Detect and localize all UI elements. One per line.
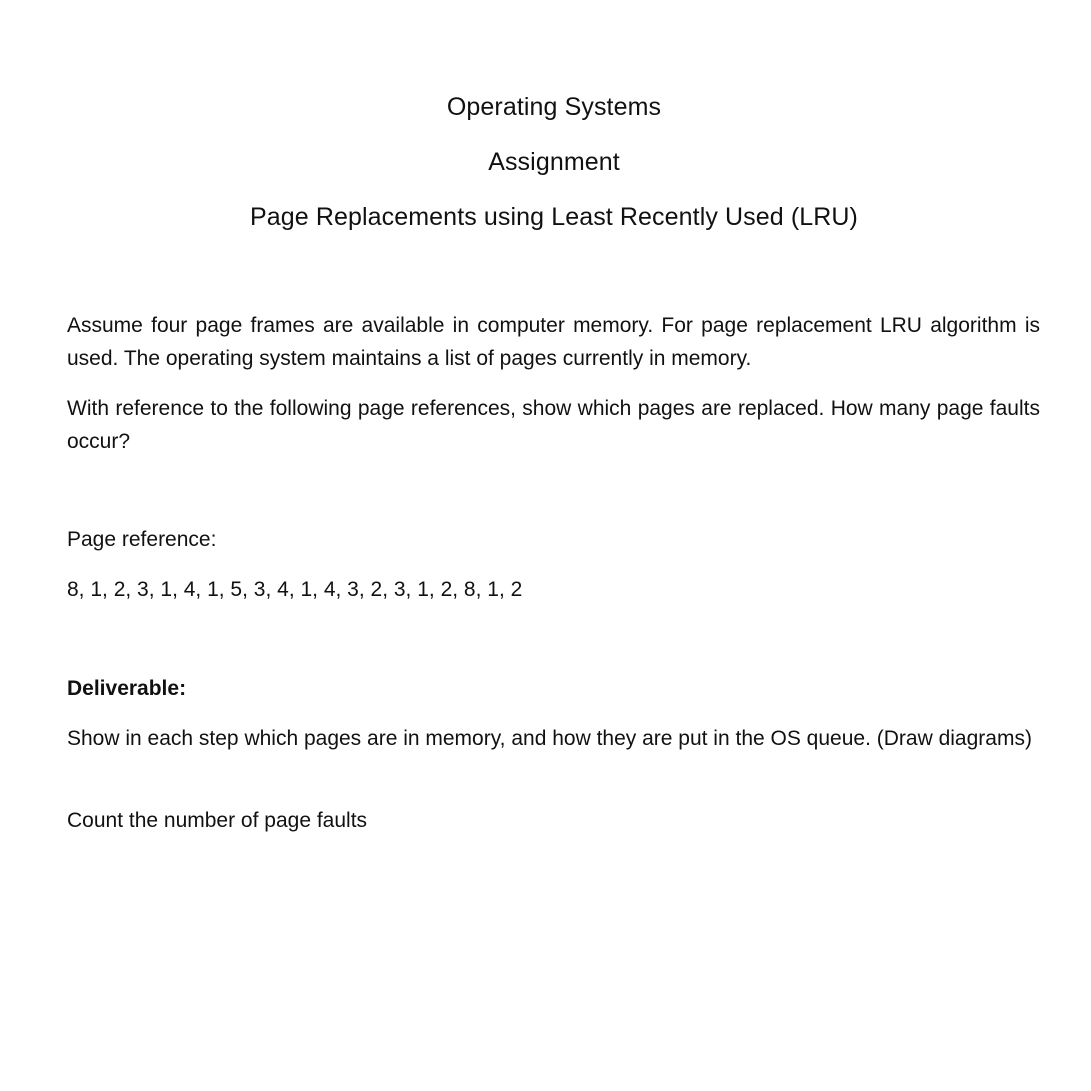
page-reference-sequence: 8, 1, 2, 3, 1, 4, 1, 5, 3, 4, 1, 4, 3, 2, 3, 1, 2, 8, 1, 2 [67, 578, 523, 601]
question-paragraph: With reference to the following page references, show which pages are replaced. How many page faults occur? [67, 397, 1040, 453]
intro-paragraph: Assume four page frames are available in computer memory. For page replacement LRU algorithm is used. The operating system maintains a list of pages currently in memory. [67, 314, 1040, 370]
document-type-title: Assignment [488, 148, 620, 176]
deliverable-item-diagrams: Show in each step which pages are in memory, and how they are put in the OS queue. (Draw diagrams) [67, 727, 1032, 750]
course-title: Operating Systems [446, 93, 662, 121]
deliverable-heading: Deliverable: [67, 677, 187, 700]
deliverable-item-count-faults: Count the number of page faults [67, 809, 368, 832]
topic-title: Page Replacements using Least Recently Used (LRU) [250, 203, 858, 231]
page-reference-label: Page reference: [67, 528, 217, 551]
